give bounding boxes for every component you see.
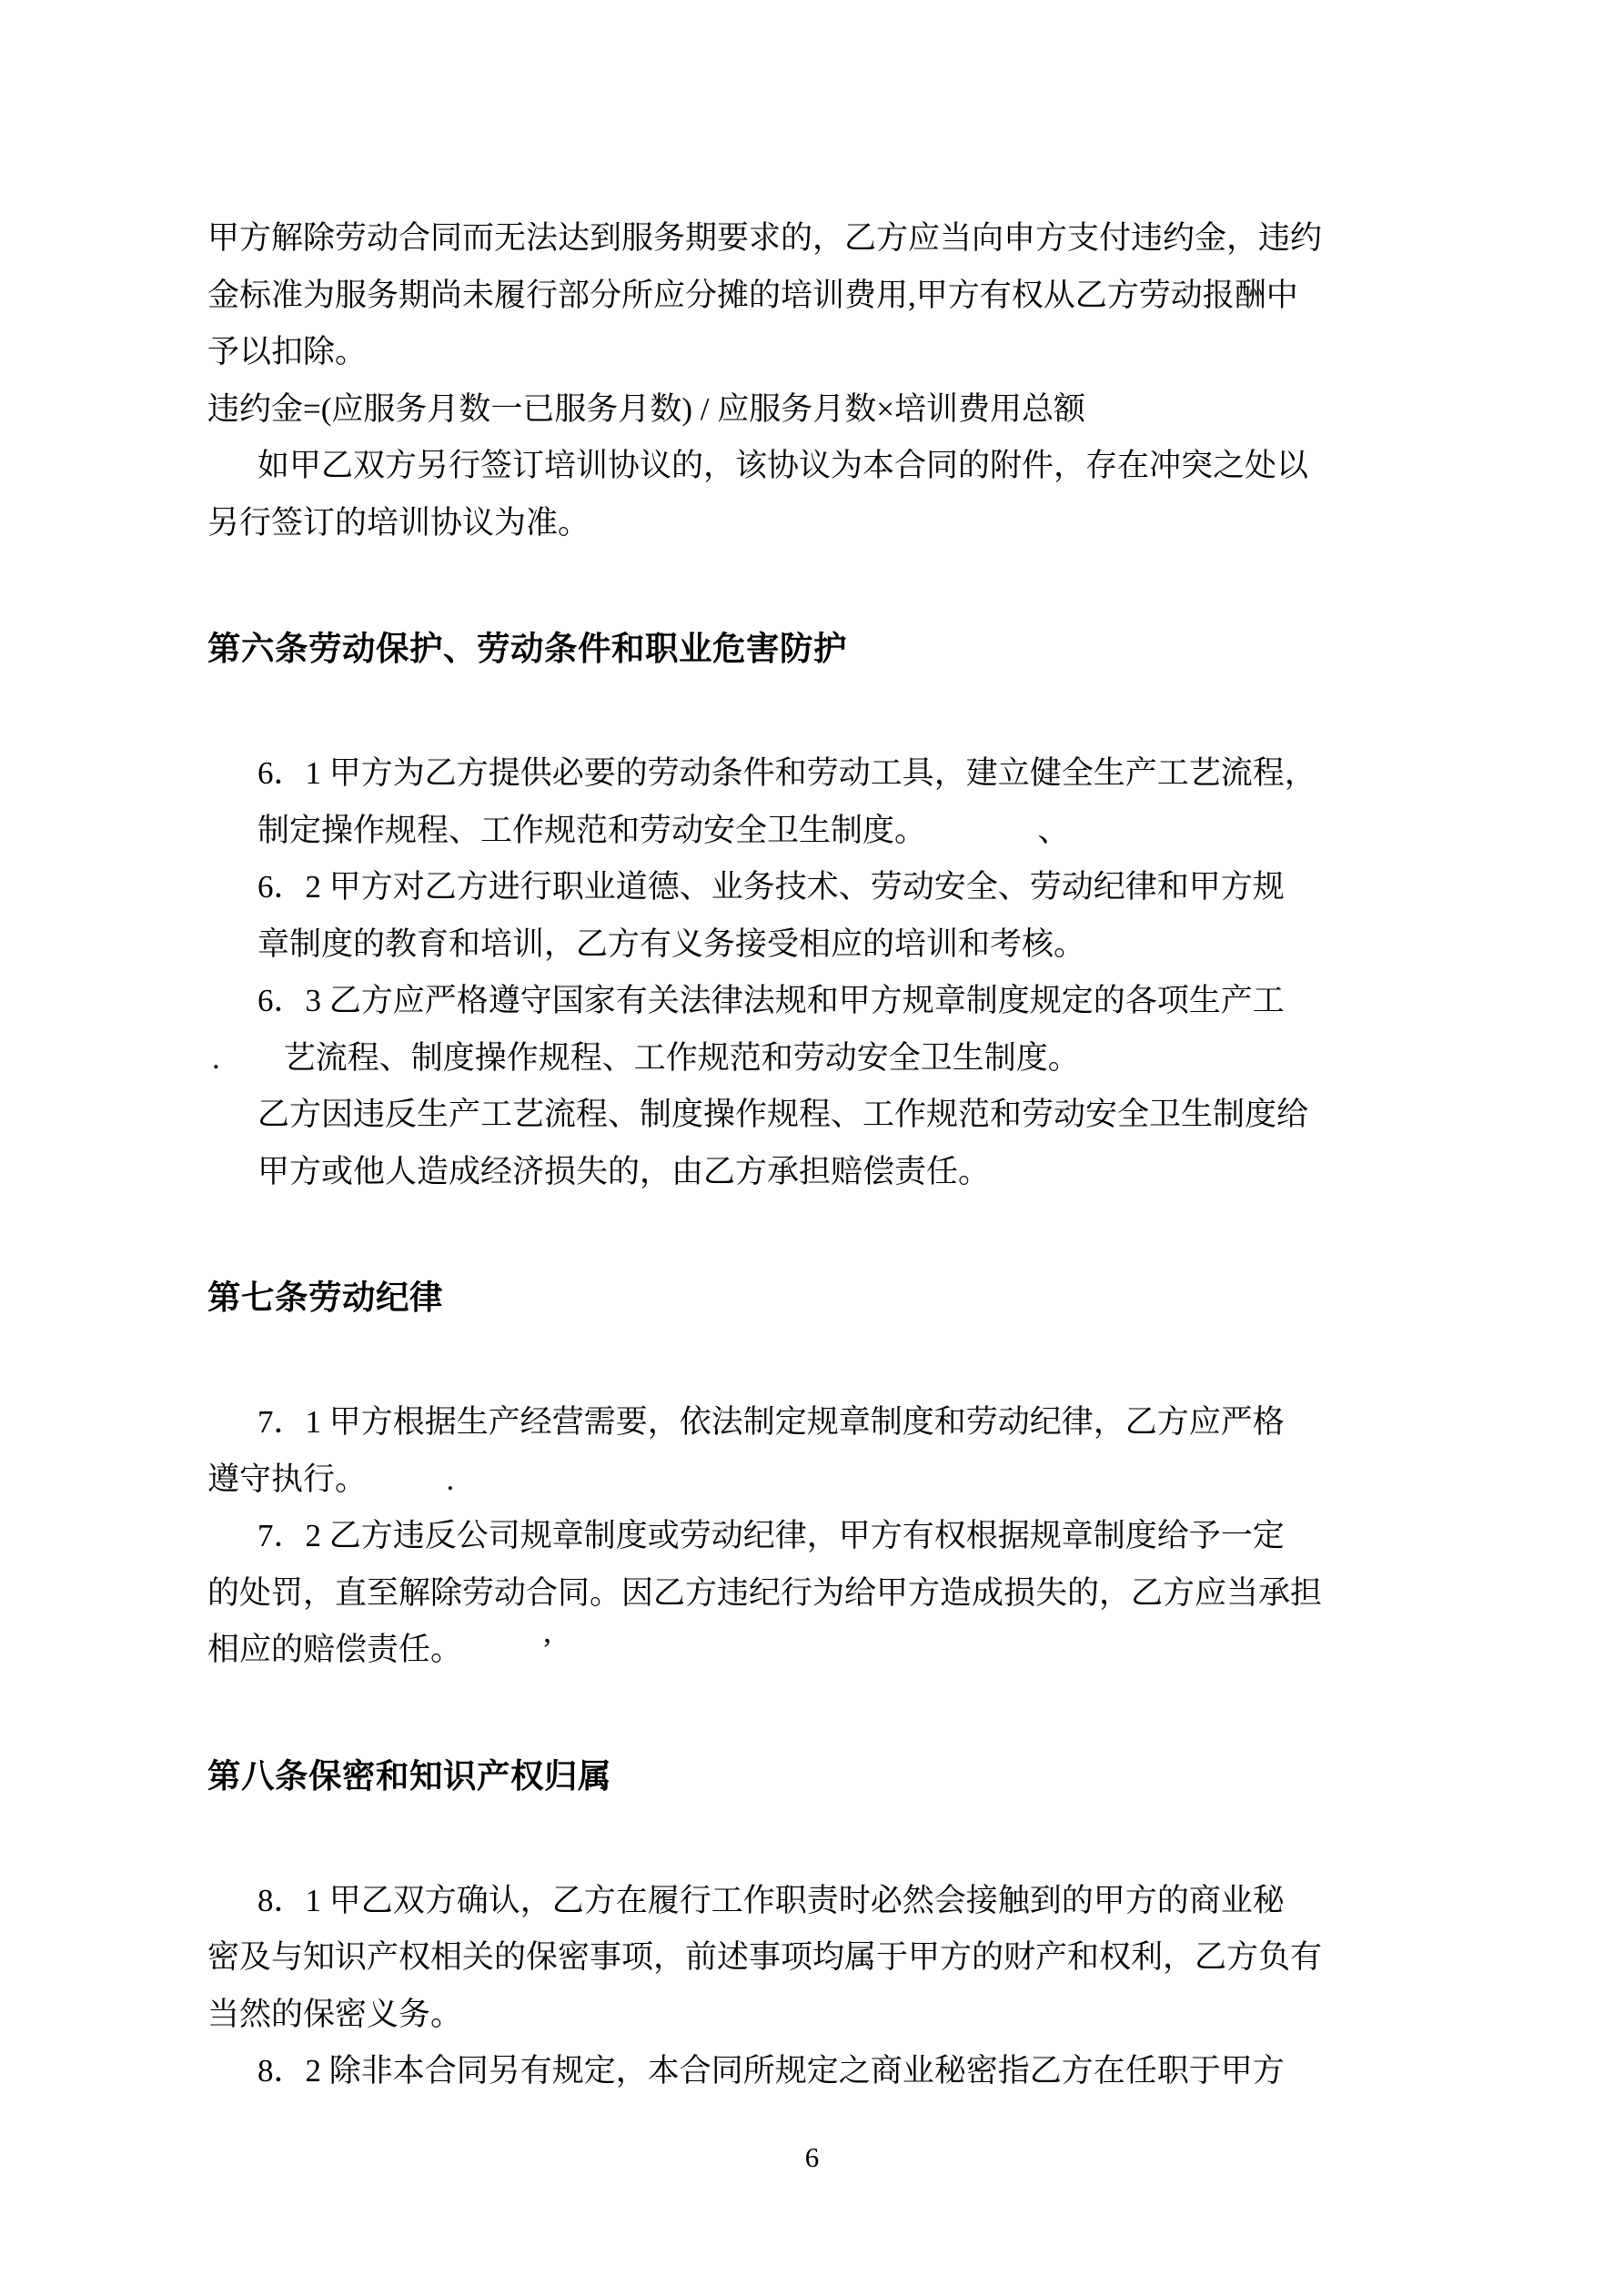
clause-line: 8．1 甲乙双方确认，乙方在履行工作职责时必然会接触到的甲方的商业秘 <box>257 1882 1285 1918</box>
clause-line: 7．1 甲方根据生产经营需要，依法制定规章制度和劳动纪律，乙方应严格 <box>257 1404 1285 1440</box>
body-line: 另行签订的培训协议为准。 <box>207 504 590 541</box>
body-line: 的处罚，直至解除劳动合同。因乙方违纪行为给甲方造成损失的，乙方应当承担 <box>207 1574 1323 1611</box>
body-line: 遵守执行。 . <box>207 1461 455 1497</box>
formula-line: 违约金=(应服务月数一已服务月数) / 应服务月数×培训费用总额 <box>207 390 1086 427</box>
clause-line: 6．3 乙方应严格遵守国家有关法律法规和甲方规章制度规定的各项生产工 <box>257 983 1285 1018</box>
body-line: 密及与知识产权相关的保密事项，前述事项均属于甲方的财产和权利，乙方负有 <box>207 1939 1323 1975</box>
clause-line: 7．2 乙方违反公司规章制度或劳动纪律，甲方有权根据规章制度给予一定 <box>257 1518 1285 1553</box>
clause-line: 8．2 除非本合同另有规定，本合同所规定之商业秘密指乙方在任职于甲方 <box>257 2053 1285 2089</box>
section-heading-article-8: 第八条保密和知识产权归属 <box>207 1756 611 1795</box>
body-line: 制定操作规程、工作规范和劳动安全卫生制度。 、 <box>257 812 1070 848</box>
body-line: 相应的赔偿责任。 ’ <box>207 1632 553 1667</box>
body-line: 乙方因违反生产工艺流程、制度操作规程、工作规范和劳动安全卫生制度给 <box>257 1097 1309 1132</box>
body-line: 章制度的教育和培训，乙方有义务接受相应的培训和考核。 <box>257 925 1086 962</box>
body-line: 予以扣除。 <box>207 334 368 369</box>
clause-line: 6．1 甲方为乙方提供必要的劳动条件和劳动工具，建立健全生产工艺流程， <box>257 755 1316 791</box>
page-number: 6 <box>804 2141 820 2173</box>
body-line: . 艺流程、制度操作规程、工作规范和劳动安全卫生制度。 <box>212 1039 1080 1076</box>
body-line: 甲方解除劳动合同而无法达到服务期要求的，乙方应当向申方支付违约金，违约 <box>207 220 1323 256</box>
body-line: 金标准为服务期尚未履行部分所应分摊的培训费用,甲方有权从乙方劳动报酬中 <box>207 277 1298 313</box>
section-heading-article-7: 第七条劳动纪律 <box>207 1279 443 1316</box>
section-heading-article-6: 第六条劳动保护、劳动条件和职业危害防护 <box>207 630 847 667</box>
clause-line: 6．2 甲方对乙方进行职业道德、业务技术、劳动安全、劳动纪律和甲方规 <box>257 869 1285 905</box>
body-line: 当然的保密义务。 <box>207 1996 463 2032</box>
body-line: 甲方或他人造成经济损失的，由乙方承担赔偿责任。 <box>257 1153 991 1189</box>
body-line: 如甲乙双方另行签订培训协议的，该协议为本合同的附件，存在冲突之处以 <box>257 448 1309 483</box>
